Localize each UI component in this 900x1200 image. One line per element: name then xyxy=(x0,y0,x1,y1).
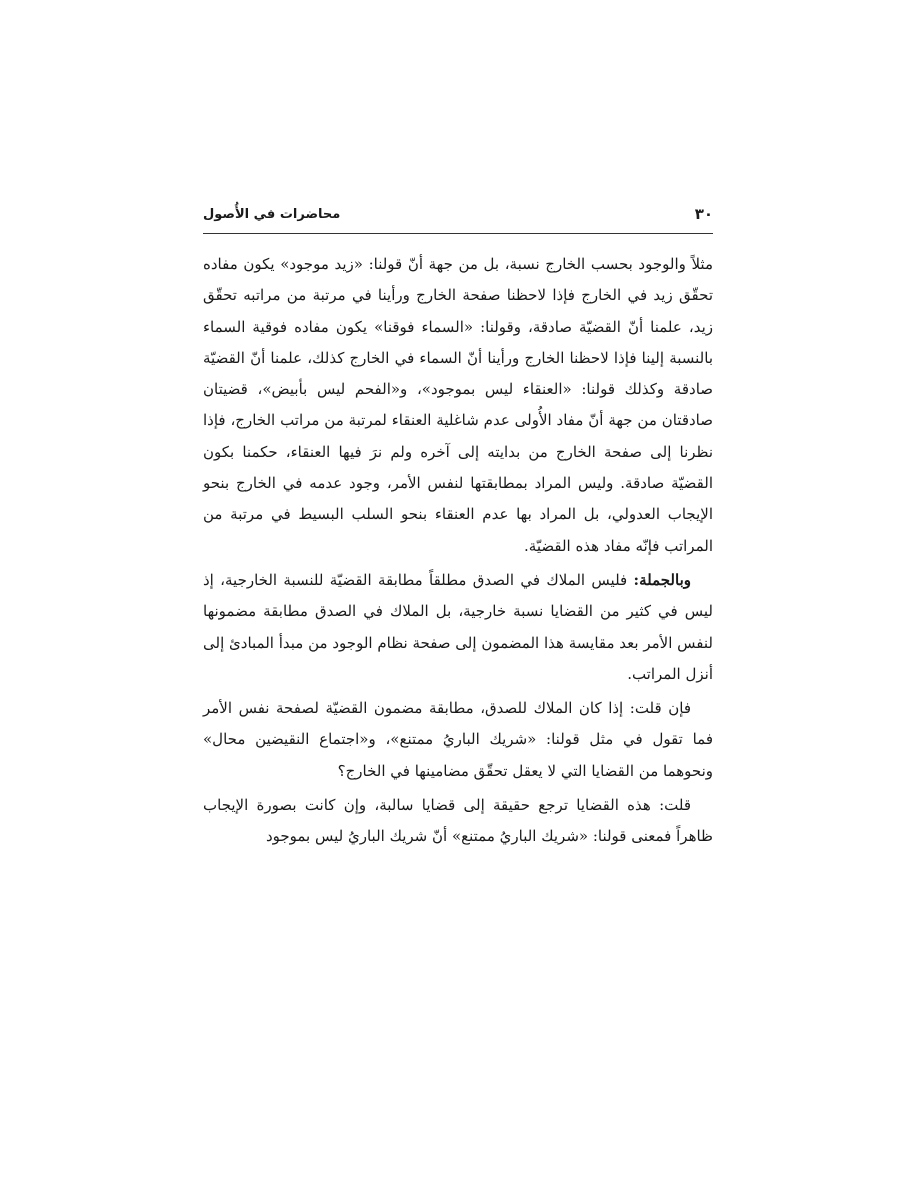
paragraph-1 xyxy=(203,249,713,562)
header-divider xyxy=(203,233,713,234)
paragraph-3 xyxy=(203,693,713,787)
paragraph-1-text: مثلاً والوجود بحسب الخارج نسبة، بل من جهة أنّ قولنا: «زيد موجود» يكون مفاده تحقّق زيد في الخارج فإذا لاحظنا صفحة الخارج ورأينا في مرتبة من مراتبه تحقّق زيد، علمنا أنّ القضيّة صادقة، وقولنا: «السماء فوقنا» يكون مفاده فوقية السماء بالنسبة إلينا فإذا لاحظنا الخارج ورأينا أنّ السماء في الخارج كذلك، علمنا أنّ القضيّة صادقة وكذلك قولنا: «العنقاء ليس بموجود»، و«الفحم ليس بأبيض»، قضيتان صادقتان من جهة أنّ مفاد الأُولى عدم شاغلية العنقاء لمرتبة من مراتب الخارج، فإذا نظرنا إلى صفحة الخارج من بدايته إلى آخره ولم نرَ فيها العنقاء، حكمنا بكون القضيّة صادقة. وليس المراد بمطابقتها لنفس الأمر، وجود عدمه في الخارج بنحو الإيجاب العدولي، بل المراد بها عدم العنقاء بنحو السلب البسيط في مرتبة من المراتب فإنّه مفاد هذه القضيّة. xyxy=(203,255,713,555)
body-text xyxy=(203,249,713,856)
book-title: محاضرات في الأُصول xyxy=(203,206,341,222)
paragraph-3-text: فإن قلت: إذا كان الملاك للصدق، مطابقة مضمون القضيّة لصفحة نفس الأمر فما تقول في مثل قولنا: «شريك الباريُ ممتنع»، و«اجتماع النقيضين محال» ونحوهما من القضايا التي لا يعقل تحقّق مضامينها في الخارج؟ xyxy=(203,699,713,780)
paragraph-2 xyxy=(203,565,713,690)
page-number: ٣٠ xyxy=(694,205,713,223)
running-header xyxy=(203,200,713,228)
paragraph-2-text: فليس الملاك في الصدق مطلقاً مطابقة القضيّة للنسبة الخارجية، إذ ليس في كثير من القضايا نسبة خارجية، بل الملاك في الصدق مطابقة مضمونها لنفس الأمر بعد مقايسة هذا المضمون إلى صفحة نظام الوجود من مبدأ المبادئ إلى أنزل المراتب. xyxy=(203,570,713,683)
paragraph-2-lead: وبالجملة: xyxy=(633,570,691,589)
paragraph-4-text: قلت: هذه القضايا ترجع حقيقة إلى قضايا سالبة، وإن كانت بصورة الإيجاب ظاهراً فمعنى قولنا: «شريك الباريُ ممتنع» أنّ شريك الباريُ ليس بموجود xyxy=(203,796,713,846)
paragraph-4 xyxy=(203,790,713,853)
